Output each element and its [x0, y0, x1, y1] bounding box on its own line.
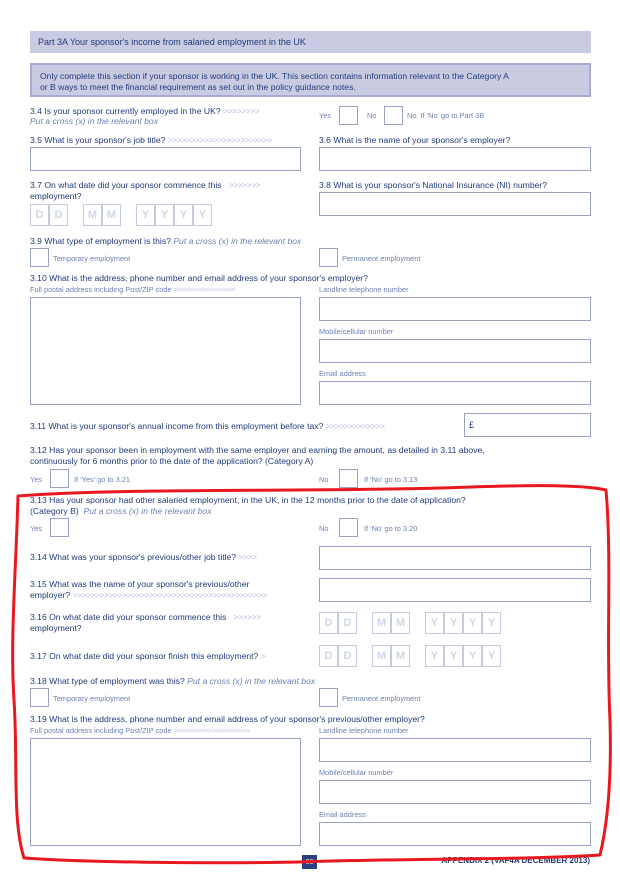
q34-no-label: No: [367, 111, 377, 120]
q315-label-b: employer? >>>>>>>>>>>>>>>>>>>>>>>>>>>>>>>>>>>>>>>>>>>: [30, 590, 267, 600]
q318-permanent-label: Permanent employment: [342, 694, 421, 703]
q313-yes-checkbox[interactable]: [50, 518, 69, 537]
q312-label-b: continuously for 6 months prior to the date of the application? (Category A): [30, 456, 314, 466]
date-day-cell[interactable]: D: [49, 204, 68, 226]
employer-mobile-input[interactable]: [319, 339, 591, 363]
q39-permanent-checkbox[interactable]: [319, 248, 338, 267]
previous-employer-address-input[interactable]: [30, 738, 301, 846]
q319-mobile-label: Mobile/cellular number: [319, 768, 394, 777]
appendix-label: APPENDIX 2 (VAF4A DECEMBER 2013): [441, 856, 590, 865]
q316-label-b: employment?: [30, 623, 82, 633]
date-year-cell[interactable]: Y: [155, 204, 174, 226]
date-year-cell[interactable]: Y: [444, 612, 463, 634]
date-month-cell[interactable]: M: [83, 204, 102, 226]
q314-label: 3.14 What was your sponsor's previous/other job title? >>>>: [30, 552, 257, 562]
date-year-cell[interactable]: Y: [482, 612, 501, 634]
previous-employer-landline-input[interactable]: [319, 738, 591, 762]
employer-email-input[interactable]: [319, 381, 591, 405]
previous-job-title-input[interactable]: [319, 546, 591, 570]
q318-temporary-checkbox[interactable]: [30, 688, 49, 707]
q318-temporary-label: Temporary employment: [53, 694, 131, 703]
q34-label: 3.4 Is your sponsor currently employed in the UK? >>>>>>>>: [30, 106, 260, 116]
date-year-cell[interactable]: Y: [174, 204, 193, 226]
q34-yes-checkbox[interactable]: [339, 106, 358, 125]
q312-yes-note: If 'Yes' go to 3.21: [74, 475, 130, 484]
q317-label: 3.17 On what date did your sponsor finish this employment? >: [30, 651, 266, 661]
date-month-cell[interactable]: M: [102, 204, 121, 226]
commence-date-input[interactable]: [30, 204, 221, 226]
q318-permanent-checkbox[interactable]: [319, 688, 338, 707]
q313-no-label: No: [319, 524, 329, 533]
intro-line-1: Only complete this section if your sponsor is working in the UK. This section contains information relevant to the Category A: [40, 71, 509, 81]
employer-landline-input[interactable]: [319, 297, 591, 321]
q312-yes-checkbox[interactable]: [50, 469, 69, 488]
date-month-cell[interactable]: M: [372, 612, 391, 634]
q34-hint: Put a cross (x) in the relevant box: [30, 116, 159, 126]
q34-no-note: No. If 'No' go to Part 3B: [407, 111, 485, 120]
previous-employer-input[interactable]: [319, 578, 591, 602]
date-year-cell[interactable]: Y: [425, 612, 444, 634]
q313-label: 3.13 Has your sponsor had other salaried employment, in the UK, in the 12 months prior to the date of application?: [30, 495, 466, 505]
date-day-cell[interactable]: D: [338, 645, 357, 667]
q39-permanent-label: Permanent employment: [342, 254, 421, 263]
page-number: 08: [302, 855, 317, 869]
date-month-cell[interactable]: M: [372, 645, 391, 667]
currency-symbol: £: [469, 420, 475, 430]
q319-landline-label: Landline telephone number: [319, 726, 409, 735]
ni-number-input[interactable]: [319, 192, 591, 216]
q318-label: 3.18 What type of employment was this? Put a cross (x) in the relevant box: [30, 676, 316, 686]
date-year-cell[interactable]: Y: [425, 645, 444, 667]
intro-line-2: or B ways to meet the financial requirement as set out in the policy guidance notes.: [40, 82, 356, 92]
date-month-cell[interactable]: M: [391, 645, 410, 667]
employer-name-input[interactable]: [319, 147, 591, 171]
q310-label: 3.10 What is the address, phone number and email address of your sponsor's employer?: [30, 273, 368, 283]
q39-temporary-label: Temporary employment: [53, 254, 131, 263]
date-day-cell[interactable]: D: [30, 204, 49, 226]
q313-no-note: If 'No' go to 3.20: [364, 524, 418, 533]
q39-temporary-checkbox[interactable]: [30, 248, 49, 267]
finish-date-input[interactable]: [319, 645, 510, 667]
q312-yes-label: Yes: [30, 475, 43, 484]
date-year-cell[interactable]: Y: [463, 645, 482, 667]
q39-label: 3.9 What type of employment is this? Put a cross (x) in the relevant box: [30, 236, 302, 246]
q319-email-label: Email address: [319, 810, 366, 819]
q311-label: 3.11 What is your sponsor's annual income from this employment before tax? >>>>>>>>>>>>>: [30, 421, 385, 431]
q36-label: 3.6 What is the name of your sponsor's employer?: [319, 135, 511, 145]
q34-yes-label: Yes: [319, 111, 332, 120]
q313-label-b: (Category B) Put a cross (x) in the relevant box: [30, 506, 212, 516]
q310-email-label: Email address: [319, 369, 366, 378]
q37-label: 3.7 On what date did your sponsor commence this >>>>>>>: [30, 180, 261, 190]
q312-no-note: If 'No' go to 3.13: [364, 475, 418, 484]
date-day-cell[interactable]: D: [319, 645, 338, 667]
q313-no-checkbox[interactable]: [339, 518, 358, 537]
q310-landline-label: Landline telephone number: [319, 285, 409, 294]
date-year-cell[interactable]: Y: [482, 645, 501, 667]
q315-label: 3.15 What was the name of your sponsor's previous/other: [30, 579, 250, 589]
q312-label: 3.12 Has your sponsor been in employment with the same employer and earning the amount, as detailed in 3.11 above,: [30, 445, 485, 455]
part-title-text: Part 3A Your sponsor's income from salaried employment in the UK: [38, 37, 306, 47]
section-intro: [30, 63, 591, 97]
previous-employer-mobile-input[interactable]: [319, 780, 591, 804]
q312-no-label: No: [319, 475, 329, 484]
date-year-cell[interactable]: Y: [463, 612, 482, 634]
date-year-cell[interactable]: Y: [136, 204, 155, 226]
date-year-cell[interactable]: Y: [193, 204, 212, 226]
part-3a-title: [30, 31, 591, 53]
date-day-cell[interactable]: D: [338, 612, 357, 634]
q35-label: 3.5 What is your sponsor's job title? >>>>>>>>>>>>>>>>>>>>>>>: [30, 135, 272, 145]
job-title-input[interactable]: [30, 147, 301, 171]
q37-label-b: employment?: [30, 191, 82, 201]
q310-postal-label: Full postal address including Post/ZIP code >>>>>>>>>>>>>>>>: [30, 285, 235, 294]
annual-income-input[interactable]: [464, 413, 591, 437]
q313-yes-label: Yes: [30, 524, 43, 533]
q38-label: 3.8 What is your sponsor's National Insurance (NI) number?: [319, 180, 548, 190]
employer-address-input[interactable]: [30, 297, 301, 405]
q316-label: 3.16 On what date did your sponsor commence this >>>>>>: [30, 612, 261, 622]
date-year-cell[interactable]: Y: [444, 645, 463, 667]
previous-commence-date-input[interactable]: [319, 612, 510, 634]
date-day-cell[interactable]: D: [319, 612, 338, 634]
q312-no-checkbox[interactable]: [339, 469, 358, 488]
q319-postal-label: Full postal address including Post/ZIP code >>>>>>>>>>>>>>>>>>>>: [30, 726, 250, 735]
previous-employer-email-input[interactable]: [319, 822, 591, 846]
q319-label: 3.19 What is the address, phone number and email address of your sponsor's previous/other employer?: [30, 714, 425, 724]
q310-mobile-label: Mobile/cellular number: [319, 327, 394, 336]
q34-no-checkbox[interactable]: [384, 106, 403, 125]
date-month-cell[interactable]: M: [391, 612, 410, 634]
